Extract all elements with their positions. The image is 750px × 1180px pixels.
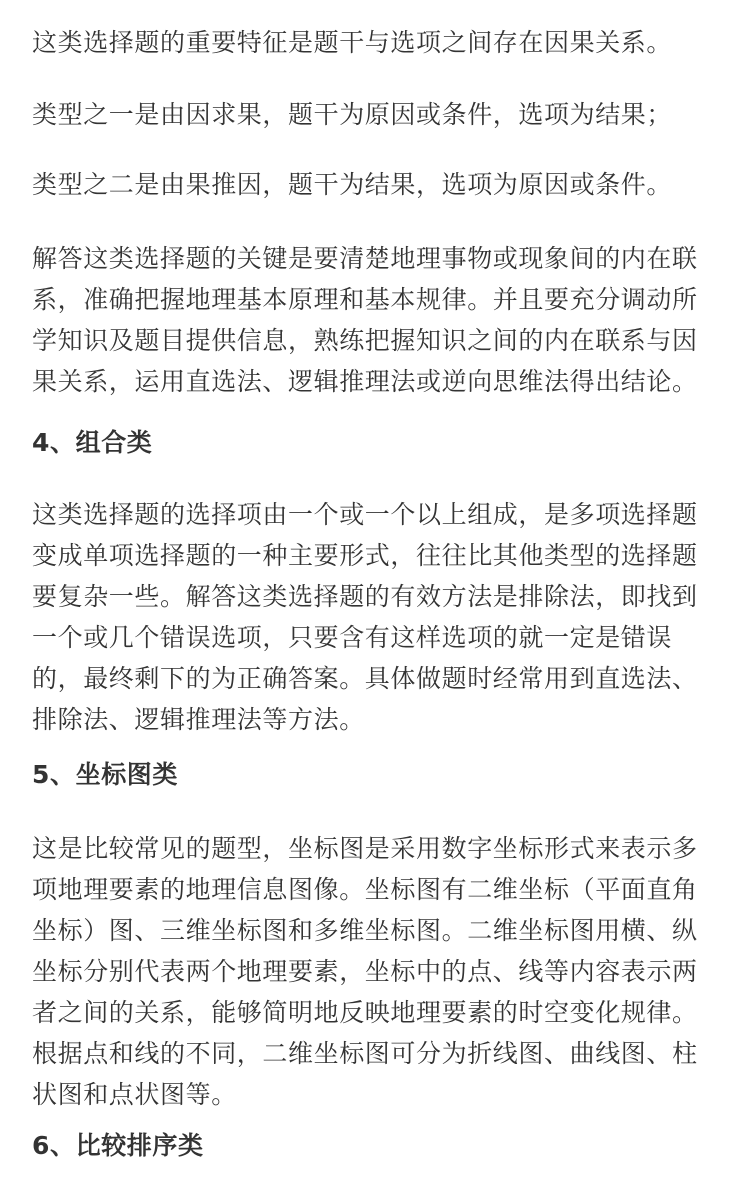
text-line: 学知识及题目提供信息，熟练把握知识之间的内在联系与因	[32, 326, 698, 355]
text-line: 坐标）图、三维坐标图和多维坐标图。二维坐标图用横、纵	[32, 916, 698, 945]
text-line: 变成单项选择题的一种主要形式，往往比其他类型的选择题	[32, 541, 698, 570]
text-line: 系，准确把握地理基本原理和基本规律。并且要充分调动所	[32, 285, 698, 314]
text-line: 这类选择题的重要特征是题干与选项之间存在因果关系。	[32, 28, 673, 57]
text-line: 这是比较常见的题型，坐标图是采用数字坐标形式来表示多	[32, 834, 698, 863]
text-line: 的，最终剩下的为正确答案。具体做题时经常用到直选法、	[32, 664, 698, 693]
paragraph-combination	[32, 494, 722, 740]
text-line: 要复杂一些。解答这类选择题的有效方法是排除法，即找到	[32, 582, 698, 611]
section-heading-comparison-ordering: 6、比较排序类	[32, 1131, 204, 1160]
text-line: 这类选择题的选择项由一个或一个以上组成，是多项选择题	[32, 500, 698, 529]
text-line: 根据点和线的不同，二维坐标图可分为折线图、曲线图、柱	[32, 1039, 698, 1068]
text-line: 排除法、逻辑推理法等方法。	[32, 705, 365, 734]
paragraph-coordinate-chart	[32, 828, 722, 1115]
text-line: 一个或几个错误选项，只要含有这样选项的就一定是错误	[32, 623, 673, 652]
text-line: 坐标分别代表两个地理要素，坐标中的点、线等内容表示两	[32, 957, 698, 986]
text-line: 类型之一是由因求果，题干为原因或条件，选项为结果；	[32, 100, 673, 129]
paragraph-causal-method	[32, 238, 722, 402]
text-line: 者之间的关系，能够简明地反映地理要素的时空变化规律。	[32, 998, 698, 1027]
text-line: 果关系，运用直选法、逻辑推理法或逆向思维法得出结论。	[32, 367, 698, 396]
text-line: 项地理要素的地理信息图像。坐标图有二维坐标（平面直角	[32, 875, 698, 904]
text-line: 解答这类选择题的关键是要清楚地理事物或现象间的内在联	[32, 244, 698, 273]
paragraph-type-two	[32, 164, 722, 205]
text-line: 状图和点状图等。	[32, 1080, 237, 1109]
section-heading-combination: 4、组合类	[32, 428, 153, 457]
section-heading-coordinate-chart: 5、坐标图类	[32, 760, 178, 789]
paragraph-type-one	[32, 94, 722, 135]
paragraph-causal-feature	[32, 22, 722, 63]
text-line: 类型之二是由果推因，题干为结果，选项为原因或条件。	[32, 170, 673, 199]
